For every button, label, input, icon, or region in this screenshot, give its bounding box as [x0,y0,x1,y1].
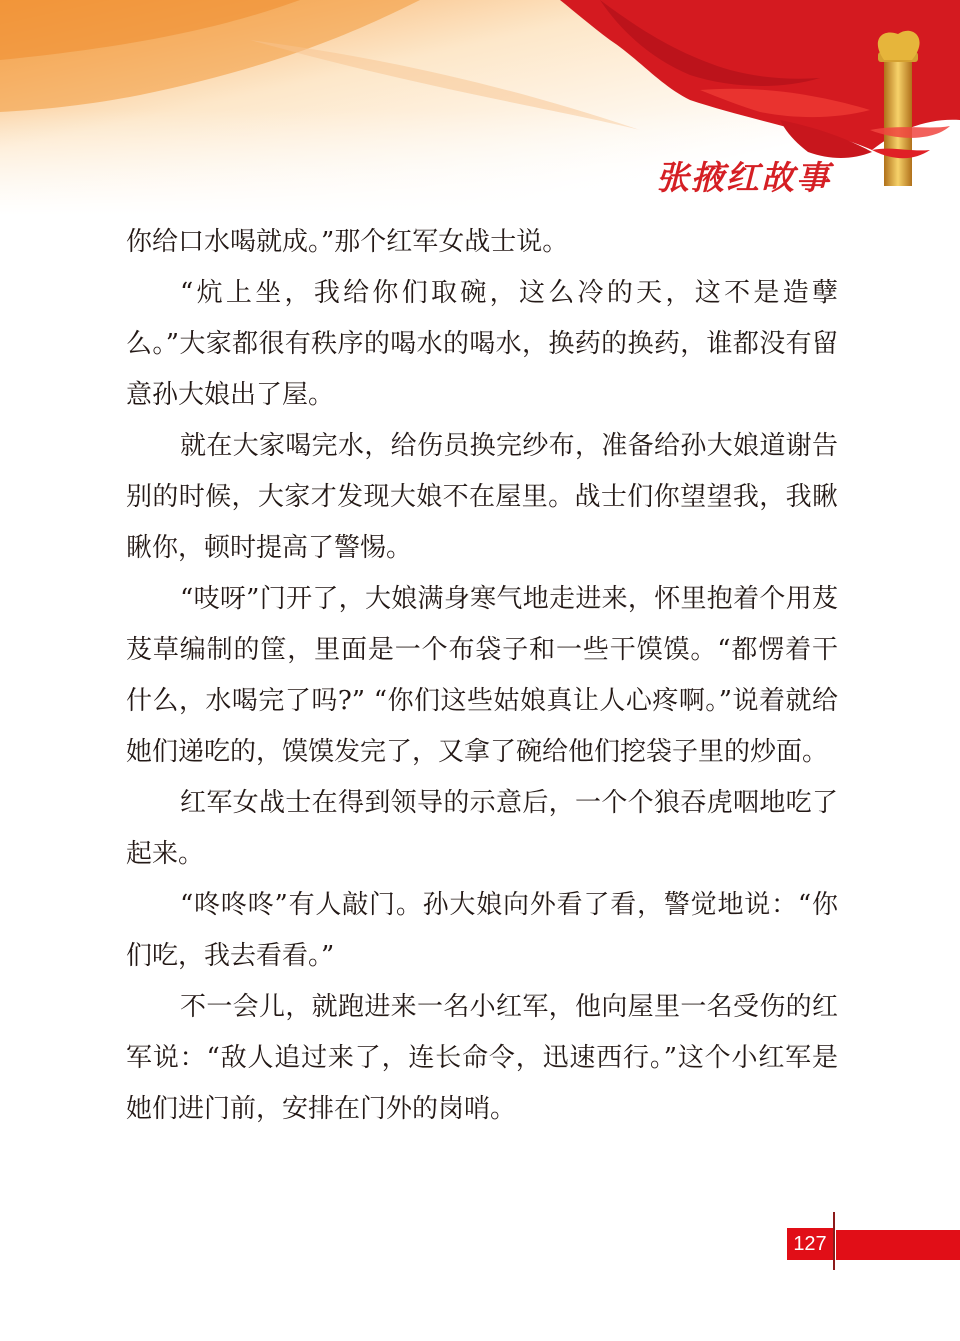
footer-red-bar [836,1230,960,1260]
footer-divider [833,1212,835,1270]
paragraph: 你给口水喝就成。”那个红军女战士说。 [126,227,569,257]
paragraph: 就在大家喝完水，给伤员换完纱布，准备给孙大娘道谢告别的时候，大家才发现大娘不在屋里。战士们你望望我，我瞅瞅你，顿时提高了警惕。 [126,431,838,563]
paragraph: “炕上坐，我给你们取碗，这么冷的天，这不是造孽么。”大家都很有秩序的喝水的喝水，换药的换药，谁都没有留意孙大娘出了屋。 [126,278,838,410]
paragraph: 红军女战士在得到领导的示意后，一个个狼吞虎咽地吃了起来。 [126,788,838,869]
paragraph: “咚咚咚”有人敲门。孙大娘向外看了看，警觉地说：“你们吃，我去看看。” [126,890,838,971]
series-title: 张掖红故事 [656,158,831,197]
paragraph: “吱呀”门开了，大娘满身寒气地走进来，怀里抱着个用芨芨草编制的筐，里面是一个布袋子和一些干馍馍。“都愣着干什么，水喝完了吗?” “你们这些姑娘真让人心疼啊。”说着就给她们递吃的，馍馍发完了，又拿了碗给他们挖袋子里的炒面。 [126,584,838,767]
paragraph: 不一会儿，就跑进来一名小红军，他向屋里一名受伤的红军说：“敌人追过来了，连长命令，迅速西行。”这个小红军是她们进门前，安排在门外的岗哨。 [126,992,838,1124]
page-header-banner [0,0,960,215]
body-text [126,217,838,1135]
page-number: 127 [787,1228,833,1260]
